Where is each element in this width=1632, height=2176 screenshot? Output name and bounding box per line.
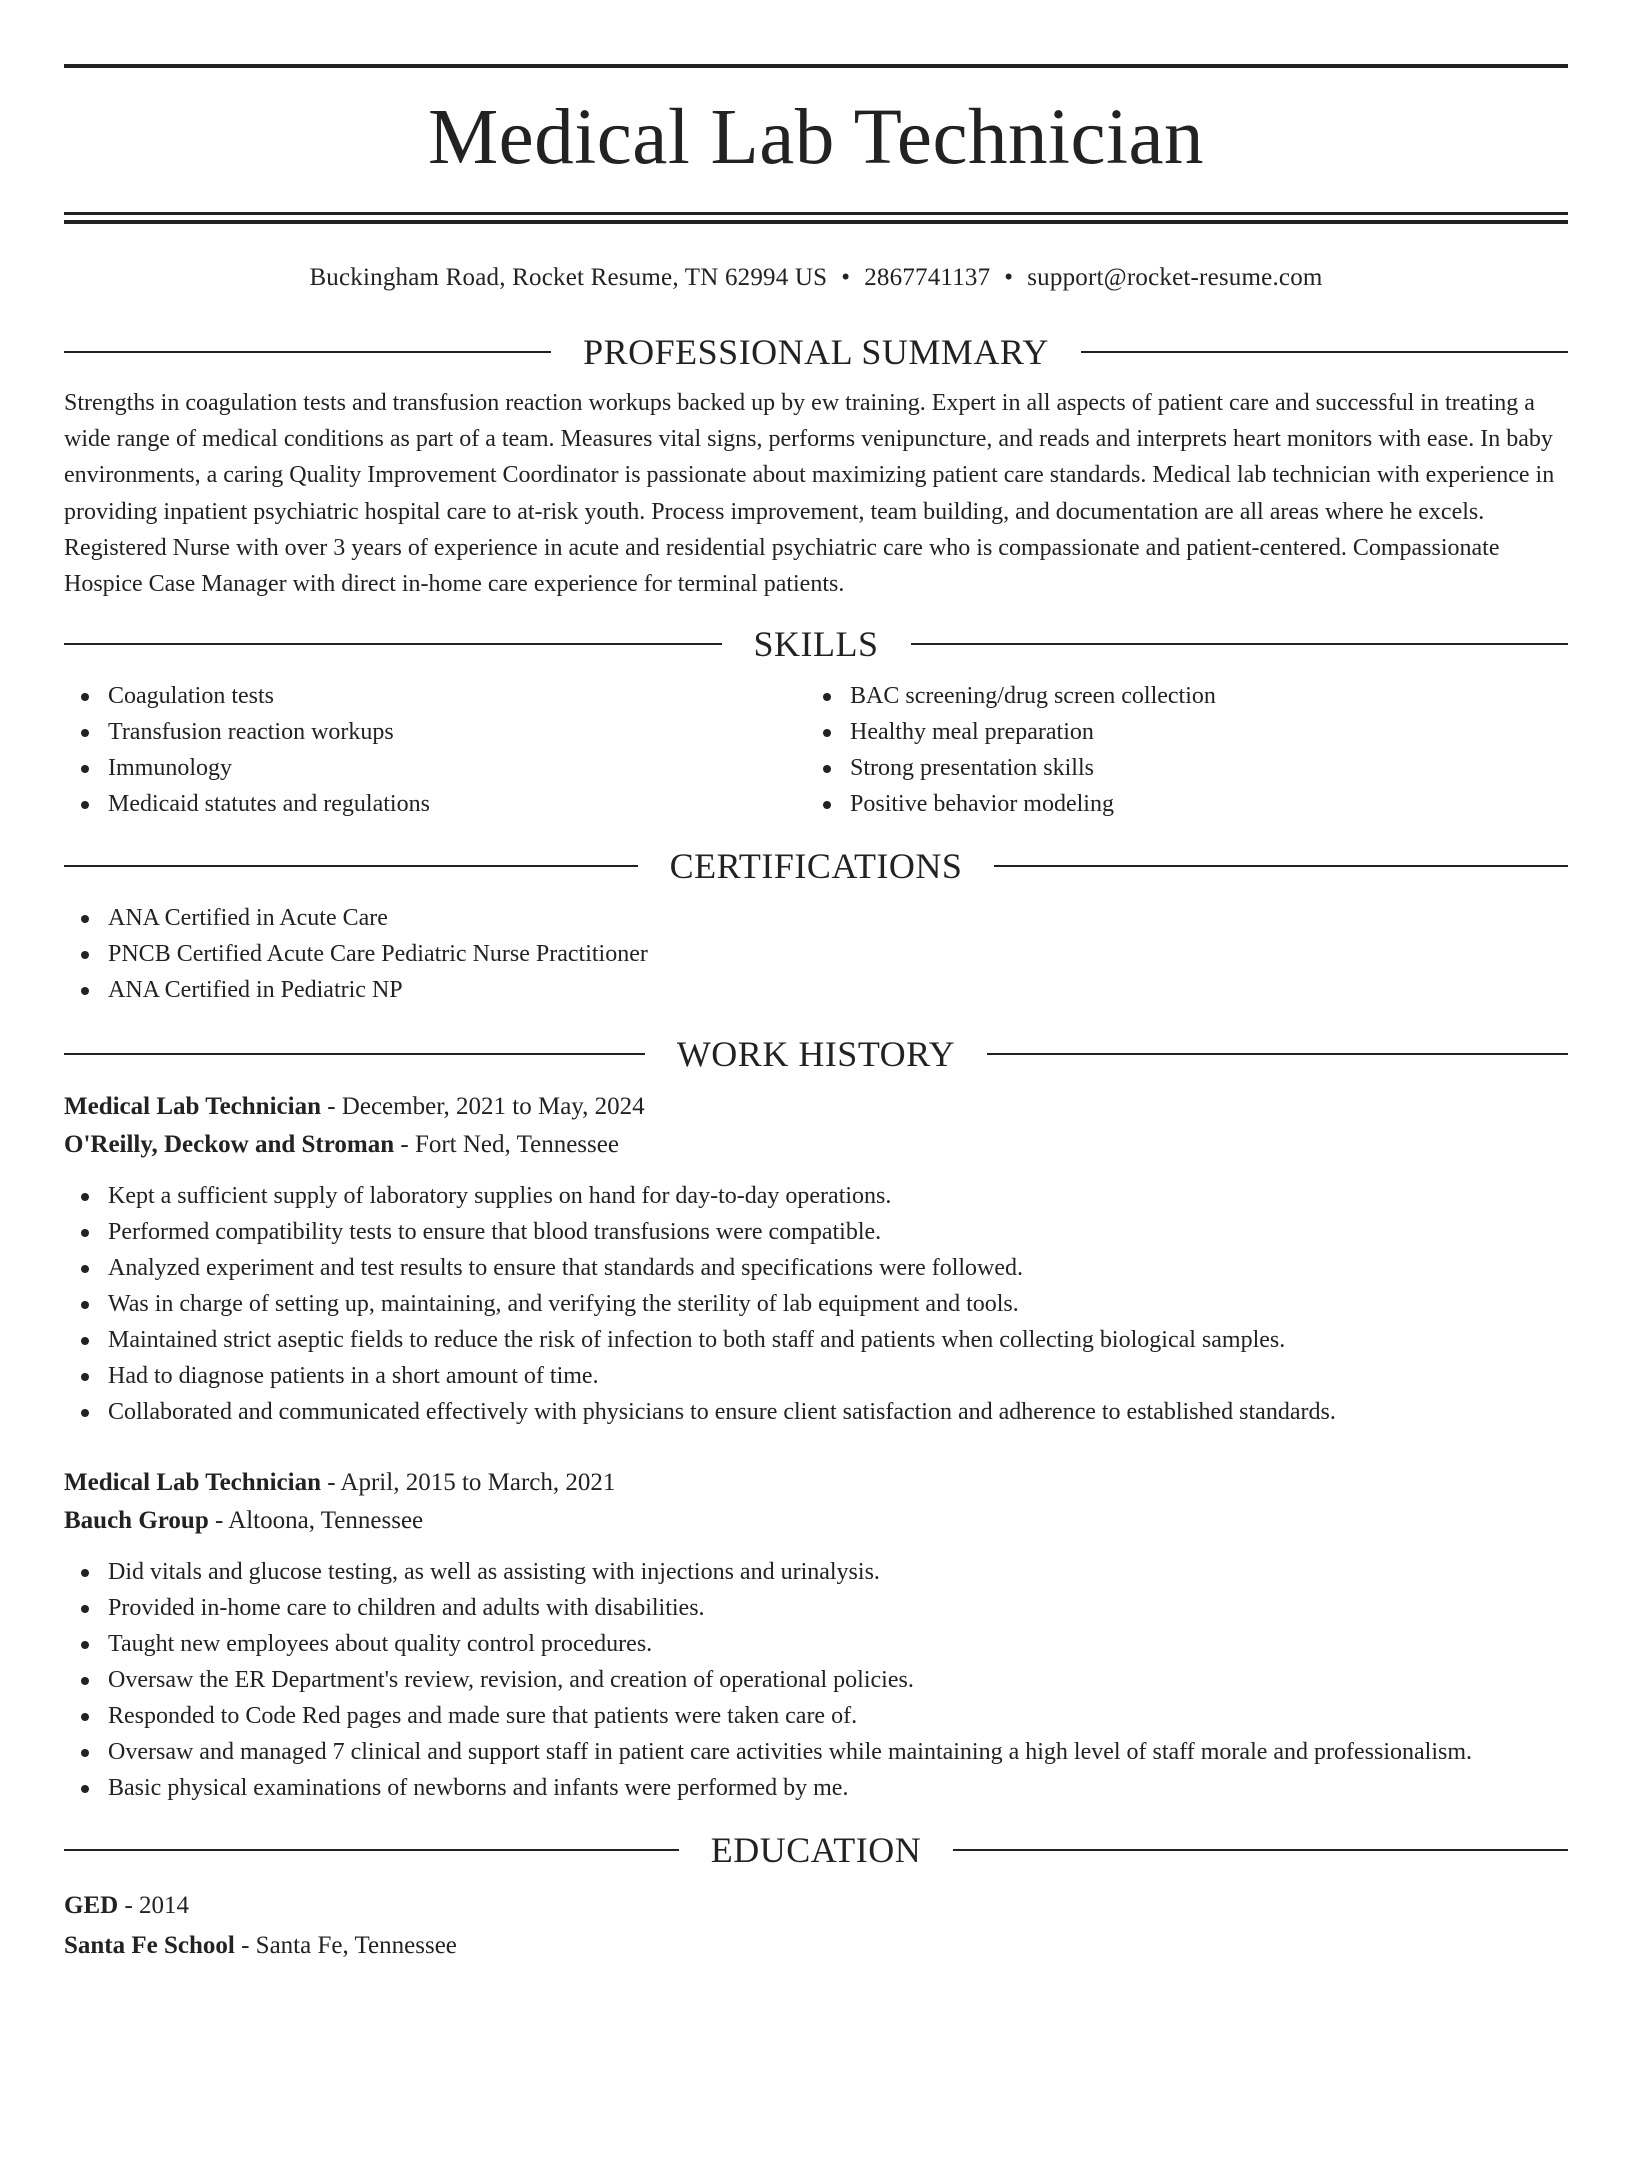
job-bullet: Maintained strict aseptic fields to reduce the risk of infection to both staff and patients when collecting biological samples.	[64, 1322, 1568, 1358]
job-title-line	[64, 1464, 1568, 1502]
skills-section-header	[64, 622, 1568, 666]
certification-item: PNCB Certified Acute Care Pediatric Nurse Practitioner	[64, 936, 1568, 972]
section-rule	[64, 1849, 679, 1851]
education-entry	[64, 1886, 1568, 1966]
job-company-line	[64, 1502, 1568, 1540]
contact-separator: •	[1004, 264, 1014, 291]
education-location: - Santa Fe, Tennessee	[234, 1932, 457, 1960]
section-rule	[994, 865, 1568, 867]
education-degree-line	[64, 1886, 1568, 1926]
resume-page	[0, 64, 1632, 2176]
job-bullet: Analyzed experiment and test results to ensure that standards and specifications were followed.	[64, 1250, 1568, 1286]
education-school-line	[64, 1926, 1568, 1966]
section-rule	[911, 643, 1569, 645]
summary-heading: PROFESSIONAL SUMMARY	[583, 332, 1049, 372]
contact-phone: 2867741137	[864, 264, 991, 291]
section-rule	[64, 865, 638, 867]
certifications-heading: CERTIFICATIONS	[669, 846, 963, 887]
education-year: - 2014	[118, 1892, 190, 1920]
work-heading: WORK HISTORY	[676, 1034, 956, 1075]
skill-item: Positive behavior modeling	[806, 786, 1548, 822]
contact-separator: •	[841, 264, 851, 291]
section-rule	[64, 351, 551, 353]
job-entry	[64, 1088, 1568, 1430]
education-section-header	[64, 1828, 1568, 1872]
top-rule	[64, 64, 1568, 68]
section-rule	[64, 643, 722, 645]
summary-text: Strengths in coagulation tests and transfusion reaction workups backed up by ew training. Expert in all aspects of patient care and successful in treating a wide range of medical conditions as part of a team. Measures vital signs, performs venipuncture, and reads and interprets heart monitors with ease. In baby environments, a caring Quality Improvement Coordinator is passionate about maximizing patient care standards. Medical lab technician with experience in providing inpatient psychiatric hospital care to at-risk youth. Process improvement, team building, and documentation are all areas where he excels. Registered Nurse with over 3 years of experience in acute and residential psychiatric care who is compassionate and patient-centered. Compassionate Hospice Case Manager with direct in-home care experience for terminal patients.	[64, 390, 1555, 598]
certifications-list	[64, 900, 1568, 1008]
education-school: Santa Fe School	[64, 1932, 235, 1960]
contact-line	[64, 262, 1568, 294]
job-entry	[64, 1464, 1568, 1806]
job-bullet: Taught new employees about quality control procedures.	[64, 1626, 1568, 1662]
name-double-rule	[64, 212, 1568, 224]
job-title-line	[64, 1088, 1568, 1126]
skills-heading: SKILLS	[753, 624, 879, 665]
section-rule	[64, 1053, 645, 1055]
job-bullet: Oversaw the ER Department's review, revision, and creation of operational policies.	[64, 1662, 1568, 1698]
job-bullet: Kept a sufficient supply of laboratory supplies on hand for day-to-day operations.	[64, 1178, 1568, 1214]
job-location: - Altoona, Tennessee	[208, 1507, 424, 1535]
skills-right-list	[806, 678, 1548, 822]
contact-address: Buckingham Road, Rocket Resume, TN 62994 US	[309, 264, 828, 291]
section-rule	[953, 1849, 1568, 1851]
job-company: O'Reilly, Deckow and Stroman	[64, 1131, 395, 1159]
job-title: Medical Lab Technician	[64, 1093, 321, 1121]
job-bullet: Performed compatibility tests to ensure that blood transfusions were compatible.	[64, 1214, 1568, 1250]
certification-item: ANA Certified in Acute Care	[64, 900, 1568, 936]
certification-item: ANA Certified in Pediatric NP	[64, 972, 1568, 1008]
skill-item: Coagulation tests	[64, 678, 806, 714]
job-bullet: Basic physical examinations of newborns and infants were performed by me.	[64, 1770, 1568, 1806]
job-bullet: Collaborated and communicated effectively with physicians to ensure client satisfaction and adherence to established standards.	[64, 1394, 1568, 1430]
job-title: Medical Lab Technician	[64, 1469, 321, 1497]
job-bullet: Was in charge of setting up, maintaining, and verifying the sterility of lab equipment and tools.	[64, 1286, 1568, 1322]
resume-name: Medical Lab Technician	[427, 94, 1205, 181]
skills-left-list	[64, 678, 806, 822]
skill-item: Transfusion reaction workups	[64, 714, 806, 750]
section-rule	[987, 1053, 1568, 1055]
job-company-line	[64, 1126, 1568, 1164]
job-dates: - December, 2021 to May, 2024	[320, 1093, 645, 1121]
skill-item: BAC screening/drug screen collection	[806, 678, 1548, 714]
job-bullet: Provided in-home care to children and adults with disabilities.	[64, 1590, 1568, 1626]
contact-email: support@rocket-resume.com	[1027, 264, 1323, 291]
skill-item: Medicaid statutes and regulations	[64, 786, 806, 822]
skill-item: Healthy meal preparation	[806, 714, 1548, 750]
job-dates: - April, 2015 to March, 2021	[320, 1469, 616, 1497]
job-bullet: Had to diagnose patients in a short amount of time.	[64, 1358, 1568, 1394]
skill-item: Strong presentation skills	[806, 750, 1548, 786]
job-location: - Fort Ned, Tennessee	[394, 1131, 619, 1159]
job-company: Bauch Group	[64, 1507, 209, 1535]
certifications-section-header	[64, 844, 1568, 888]
skills-grid	[64, 678, 1568, 822]
education-heading: EDUCATION	[710, 1830, 922, 1871]
job-bullet: Responded to Code Red pages and made sure that patients were taken care of.	[64, 1698, 1568, 1734]
skill-item: Immunology	[64, 750, 806, 786]
summary-section-header	[64, 330, 1568, 374]
section-rule	[1081, 351, 1568, 353]
job-bullets	[64, 1178, 1568, 1430]
job-bullet: Did vitals and glucose testing, as well as assisting with injections and urinalysis.	[64, 1554, 1568, 1590]
education-degree: GED	[64, 1892, 119, 1920]
job-bullets	[64, 1554, 1568, 1806]
job-bullet: Oversaw and managed 7 clinical and support staff in patient care activities while maintaining a high level of staff morale and professionalism.	[64, 1734, 1568, 1770]
work-section-header	[64, 1032, 1568, 1076]
